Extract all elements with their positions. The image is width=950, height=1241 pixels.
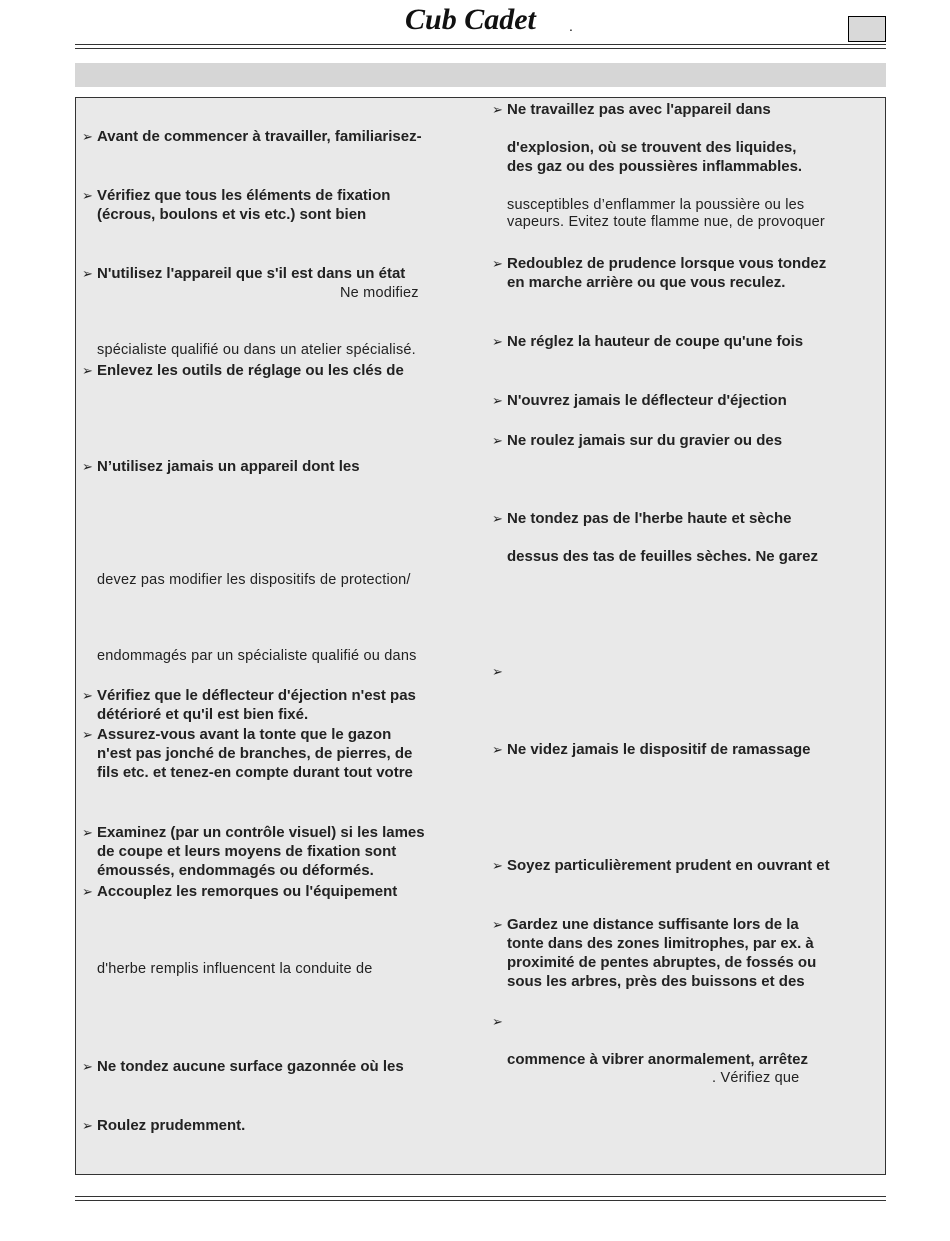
instruction-line: spécialiste qualifié ou dans un atelier spécialisé. (97, 342, 416, 358)
instruction-line: proximité de pentes abruptes, de fossés ou (507, 954, 817, 971)
bullet-arrow-icon: ➢ (492, 917, 503, 932)
brand-logo-mark: . (569, 18, 573, 34)
instruction-line: sous les arbres, près des buissons et des (507, 973, 805, 990)
brand-logo (403, 2, 583, 38)
instruction-line: (écrous, boulons et vis etc.) sont bien (97, 206, 367, 223)
bullet-arrow-icon: ➢ (82, 363, 93, 378)
instruction-line: Ne videz jamais le dispositif de ramassage (507, 741, 811, 758)
bullet-arrow-icon: ➢ (82, 188, 93, 203)
instruction-line: vapeurs. Evitez toute flamme nue, de provoquer (507, 214, 825, 230)
instruction-line: endommagés par un spécialiste qualifié ou dans (97, 648, 417, 664)
footer-rule-secondary (75, 1200, 886, 1201)
instruction-line: . Vérifiez que (712, 1070, 800, 1086)
instruction-line: Enlevez les outils de réglage ou les clés de (97, 362, 404, 379)
bullet-arrow-icon: ➢ (492, 334, 503, 349)
bullet-arrow-icon: ➢ (492, 1014, 503, 1029)
instruction-line: N'ouvrez jamais le déflecteur d'éjection (507, 392, 787, 409)
bullet-arrow-icon: ➢ (82, 884, 93, 899)
instruction-line: Roulez prudemment. (97, 1117, 246, 1134)
bullet-arrow-icon: ➢ (82, 1059, 93, 1074)
brand-logo-text: Cub Cadet (405, 3, 536, 36)
bullet-arrow-icon: ➢ (82, 459, 93, 474)
bullet-arrow-icon: ➢ (492, 256, 503, 271)
bullet-arrow-icon: ➢ (492, 742, 503, 757)
instruction-line: fils etc. et tenez-en compte durant tout votre (97, 764, 413, 781)
instruction-line: émoussés, endommagés ou déformés. (97, 862, 374, 879)
instruction-line: n'est pas jonché de branches, de pierres, de (97, 745, 413, 762)
bullet-arrow-icon: ➢ (82, 688, 93, 703)
bullet-arrow-icon: ➢ (82, 825, 93, 840)
instruction-line: des gaz ou des poussières inflammables. (507, 158, 803, 175)
bullet-arrow-icon: ➢ (82, 1118, 93, 1133)
instruction-line: Ne modifiez (340, 285, 419, 301)
instruction-line: d'explosion, où se trouvent des liquides, (507, 139, 797, 156)
instruction-line: détérioré et qu'il est bien fixé. (97, 706, 309, 723)
bullet-arrow-icon: ➢ (492, 511, 503, 526)
instruction-line: en marche arrière ou que vous reculez. (507, 274, 786, 291)
instruction-line: Assurez-vous avant la tonte que le gazon (97, 726, 392, 743)
instruction-line: Ne réglez la hauteur de coupe qu'une fois (507, 333, 804, 350)
page-number-box (848, 16, 886, 42)
header-rule (75, 44, 886, 45)
bullet-arrow-icon: ➢ (492, 433, 503, 448)
brand-logo-graphic (403, 2, 583, 38)
bullet-arrow-icon: ➢ (492, 102, 503, 117)
instruction-line: d'herbe remplis influencent la conduite de (97, 961, 373, 977)
instruction-line: Avant de commencer à travailler, familiarisez- (97, 128, 422, 145)
instruction-line: N’utilisez jamais un appareil dont les (97, 458, 360, 475)
instruction-line: dessus des tas de feuilles sèches. Ne garez (507, 548, 818, 565)
instruction-line: Vérifiez que le déflecteur d'éjection n'est pas (97, 687, 416, 704)
instruction-line: de coupe et leurs moyens de fixation sont (97, 843, 397, 860)
bullet-arrow-icon: ➢ (492, 858, 503, 873)
instruction-line: Examinez (par un contrôle visuel) si les lames (97, 824, 425, 841)
header-rule-secondary (75, 48, 886, 49)
bullet-arrow-icon: ➢ (82, 266, 93, 281)
instruction-line: N'utilisez l'appareil que s'il est dans un état (97, 265, 406, 282)
bullet-arrow-icon: ➢ (492, 393, 503, 408)
instruction-line: susceptibles d’enflammer la poussière ou les (507, 197, 805, 213)
section-title-band (75, 63, 886, 87)
instruction-line: Vérifiez que tous les éléments de fixation (97, 187, 391, 204)
bullet-arrow-icon: ➢ (492, 664, 503, 679)
instruction-line: Accouplez les remorques ou l'équipement (97, 883, 398, 900)
instruction-line: Ne travaillez pas avec l'appareil dans (507, 101, 771, 118)
instruction-line: Ne roulez jamais sur du gravier ou des (507, 432, 783, 449)
instruction-line: Redoublez de prudence lorsque vous tondez (507, 255, 827, 272)
instruction-line: tonte dans des zones limitrophes, par ex. à (507, 935, 814, 952)
instruction-line: Ne tondez pas de l'herbe haute et sèche (507, 510, 792, 527)
bullet-arrow-icon: ➢ (82, 727, 93, 742)
instruction-line: Ne tondez aucune surface gazonnée où les (97, 1058, 404, 1075)
bullet-arrow-icon: ➢ (82, 129, 93, 144)
instruction-line: devez pas modifier les dispositifs de protection/ (97, 572, 411, 588)
instruction-line: Soyez particulièrement prudent en ouvrant et (507, 857, 830, 874)
instruction-line: commence à vibrer anormalement, arrêtez (507, 1051, 808, 1068)
footer-rule (75, 1196, 886, 1197)
safety-instructions-panel (75, 97, 886, 1175)
instruction-line: Gardez une distance suffisante lors de la (507, 916, 799, 933)
